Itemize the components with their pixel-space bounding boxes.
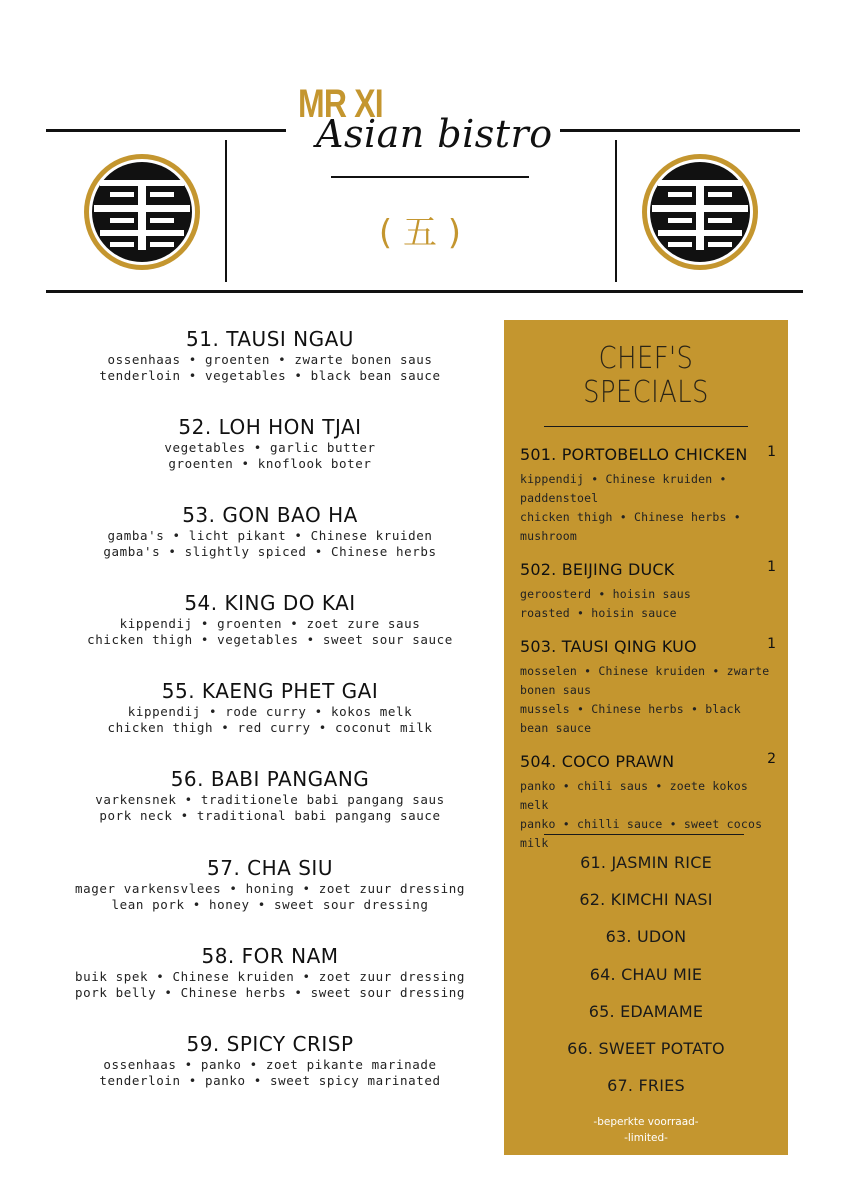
header-top-rule-right xyxy=(560,129,800,132)
special-item-desc-en: chicken thigh • Chinese herbs • mushroom xyxy=(520,510,741,543)
menu-item-desc-en: groenten • knoflook boter xyxy=(168,456,372,471)
menu-item-desc-en: chicken thigh • red curry • coconut milk xyxy=(107,720,433,735)
specials-title-line2: SPECIALS xyxy=(583,375,709,410)
menu-item-desc-en: pork belly • Chinese herbs • sweet sour dressing xyxy=(74,985,466,1000)
menu-item-title: 58. FOR NAM xyxy=(201,944,339,968)
menu-item xyxy=(60,326,480,384)
menu-item xyxy=(60,855,480,913)
menu-item-desc-en: gamba's • slightly spiced • Chinese herbs xyxy=(103,544,437,559)
limited-note-nl: -beperkte voorraad- xyxy=(593,1116,699,1128)
menu-item-title: 59. SPICY CRISP xyxy=(186,1032,354,1056)
menu-item-title: 55. KAENG PHET GAI xyxy=(161,679,379,703)
menu-item-title: 54. KING DO KAI xyxy=(184,591,356,615)
menu-item-title: 53. GON BAO HA xyxy=(182,503,358,527)
special-item-desc-nl: kippendij • Chinese kruiden • paddenstoel xyxy=(520,472,727,505)
side-item: 64. CHAU MIE xyxy=(589,965,703,984)
special-item-qty: 1 xyxy=(767,444,776,460)
side-item: 67. FRIES xyxy=(607,1076,685,1095)
menu-item-desc-en: tenderloin • vegetables • black bean sauce xyxy=(99,368,441,383)
sides-divider xyxy=(544,834,744,835)
special-item-title: 504. COCO PRAWN xyxy=(520,752,675,771)
menu-item xyxy=(60,590,480,648)
brand-name: MR XI xyxy=(298,82,383,126)
header-bottom-rule xyxy=(46,290,803,293)
limited-note-en: -limited- xyxy=(624,1132,668,1144)
menu-item xyxy=(60,943,480,1001)
subtitle-underline xyxy=(331,176,529,178)
menu-item-desc-nl: gamba's • licht pikant • Chinese kruiden xyxy=(107,528,433,543)
special-item-desc-en: roasted • hoisin sauce xyxy=(520,606,677,620)
specials-title xyxy=(524,342,768,410)
brand-subtitle: Asian bistro xyxy=(316,112,553,156)
menu-item-desc-nl: mager varkensvlees • honing • zoet zuur dressing xyxy=(74,881,466,896)
specials-title-line1: CHEF'S xyxy=(598,341,694,376)
menu-item-title: 52. LOH HON TJAI xyxy=(178,415,362,439)
menu-item-desc-nl: ossenhaas • groenten • zwarte bonen saus xyxy=(107,352,433,367)
double-happiness-icon xyxy=(638,150,762,274)
menu-item xyxy=(60,1031,480,1089)
special-item-qty: 1 xyxy=(767,636,776,652)
side-item: 62. KIMCHI NASI xyxy=(579,890,713,909)
special-item xyxy=(520,444,776,546)
menu-item-desc-nl: buik spek • Chinese kruiden • zoet zuur dressing xyxy=(74,969,466,984)
menu-item-desc-nl: ossenhaas • panko • zoet pikante marinade xyxy=(103,1057,437,1072)
menu-item-desc-en: pork neck • traditional babi pangang sauce xyxy=(99,808,441,823)
menu-item-desc-nl: kippendij • groenten • zoet zure saus xyxy=(119,616,421,631)
header-divider-left xyxy=(225,140,227,282)
menu-item-desc-en: lean pork • honey • sweet sour dressing xyxy=(111,897,429,912)
special-item-title: 503. TAUSI QING KUO xyxy=(520,637,697,656)
special-item-desc-nl: mosselen • Chinese kruiden • zwarte bonen saus xyxy=(520,664,770,697)
special-item-qty: 2 xyxy=(767,751,776,767)
special-item-desc-nl: panko • chili saus • zoete kokos melk xyxy=(520,779,748,812)
menu-item xyxy=(60,678,480,736)
special-item-desc-en: panko • chilli sauce • sweet cocos milk xyxy=(520,817,763,850)
menu-item xyxy=(60,502,480,560)
specials-panel xyxy=(504,320,788,1155)
header-divider-right xyxy=(615,140,617,282)
menu-item-title: 57. CHA SIU xyxy=(207,856,333,880)
menu-item-desc-nl: varkensnek • traditionele babi pangang saus xyxy=(95,792,445,807)
menu-item-title: 56. BABI PANGANG xyxy=(170,767,370,791)
special-item-title: 501. PORTOBELLO CHICKEN xyxy=(520,445,748,464)
side-item: 65. EDAMAME xyxy=(588,1002,704,1021)
special-item-desc-nl: geroosterd • hoisin saus xyxy=(520,587,691,601)
special-item xyxy=(520,636,776,738)
menu-item xyxy=(60,414,480,472)
menu-item-desc-nl: kippendij • rode curry • kokos melk xyxy=(127,704,413,719)
menu-item-desc-nl: vegetables • garlic butter xyxy=(164,440,376,455)
menu-item-title: 51. TAUSI NGAU xyxy=(186,327,354,351)
side-item: 66. SWEET POTATO xyxy=(567,1039,725,1058)
menu-item-desc-en: chicken thigh • vegetables • sweet sour sauce xyxy=(87,632,453,647)
menu-item-desc-en: tenderloin • panko • sweet spicy marinated xyxy=(99,1073,441,1088)
side-item: 61. JASMIN RICE xyxy=(580,853,712,872)
menu-item xyxy=(60,766,480,824)
side-item: 63. UDON xyxy=(605,927,687,946)
special-item-title: 502. BEIJING DUCK xyxy=(520,560,675,579)
special-item xyxy=(520,559,776,623)
header-symbol: ( 五 ) xyxy=(378,213,462,253)
specials-title-rule xyxy=(544,426,748,427)
special-item xyxy=(520,751,776,853)
special-item-desc-en: mussels • Chinese herbs • black bean sauce xyxy=(520,702,741,735)
double-happiness-icon xyxy=(80,150,204,274)
special-item-qty: 1 xyxy=(767,559,776,575)
header-top-rule-left xyxy=(46,129,286,132)
